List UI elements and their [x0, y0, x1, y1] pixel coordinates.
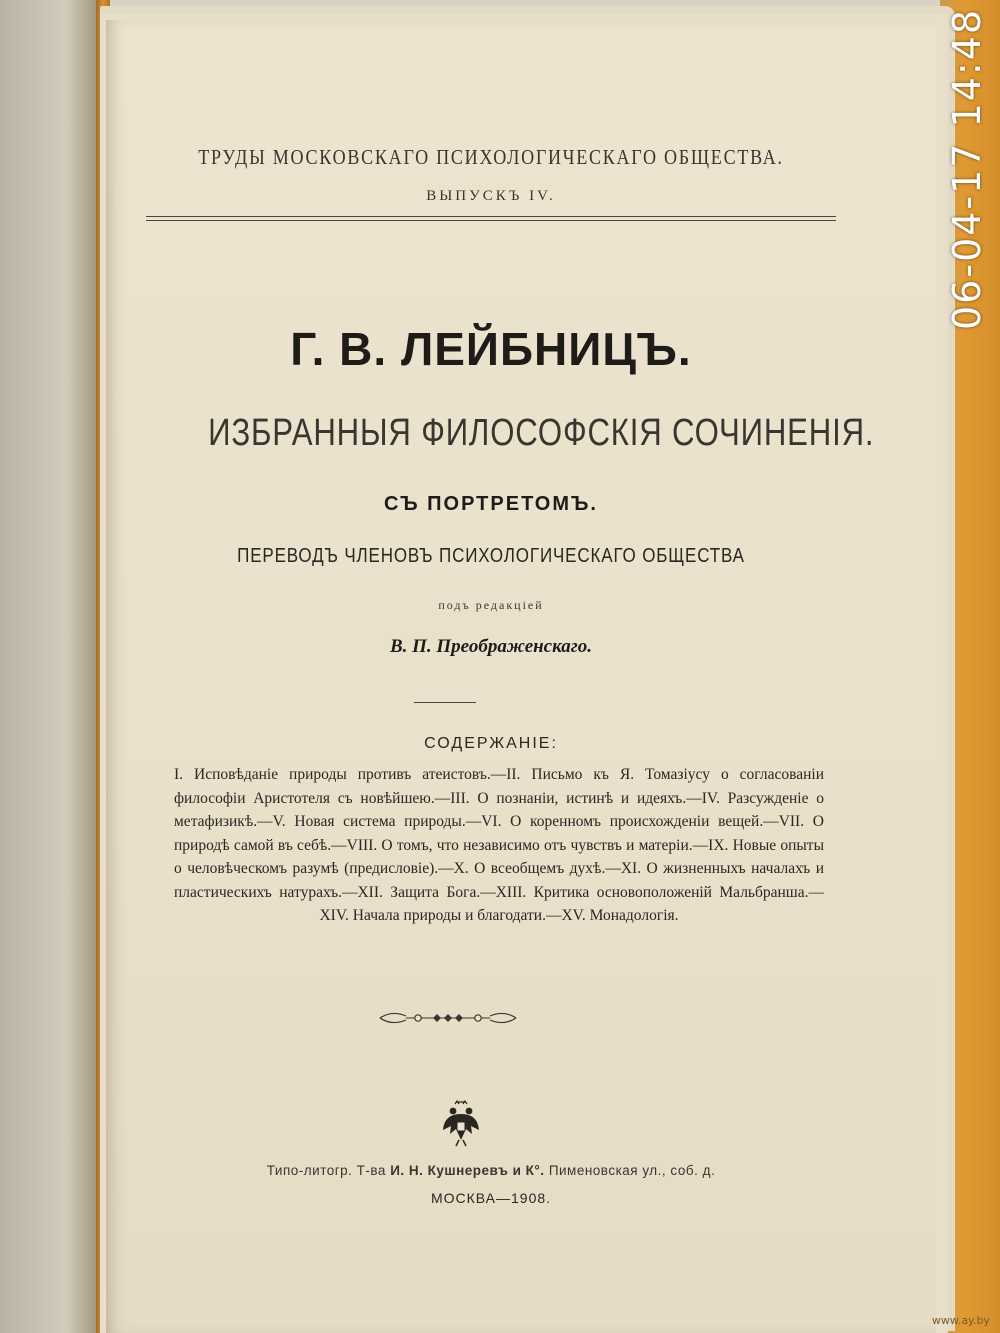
- left-page-edge: [0, 0, 110, 1333]
- issue-number: ВЫПУСКЪ IV.: [426, 188, 556, 204]
- printer-prefix: Типо-литогр. Т-ва: [266, 1163, 391, 1178]
- author-name: Г. В. ЛЕЙБНИЦЪ.: [290, 323, 692, 375]
- series-title: ТРУДЫ МОСКОВСКАГО ПСИХОЛОГИЧЕСКАГО ОБЩЕСТВА.: [198, 145, 784, 169]
- printer-imprint: [146, 1163, 836, 1178]
- editor-name: В. П. Преображенскаго.: [389, 636, 593, 657]
- title-page: [106, 20, 936, 1333]
- portrait-note: СЪ ПОРТРЕТОМЪ.: [384, 493, 598, 515]
- edited-by-label: подъ редакціей: [438, 598, 544, 612]
- site-watermark: www.ay.by: [931, 1314, 990, 1327]
- contents-heading: СОДЕРЖАНІЕ:: [424, 735, 558, 752]
- floral-ornament-divider-icon: [378, 1007, 518, 1029]
- work-title: ИЗБРАННЫЯ ФИЛОСОФСКІЯ СОЧИНЕНІЯ.: [208, 412, 875, 454]
- double-headed-eagle-emblem-icon: [441, 1100, 481, 1148]
- printer-name: И. Н. Кушнеревъ и К°.: [390, 1163, 545, 1178]
- header-double-rule: [146, 216, 836, 221]
- contents-list: I. Исповѣданіе природы противъ атеистовъ.—II. Письмо къ Я. Томазіусу о согласованіи философіи Аристотеля съ новѣйшею.—III. О познаніи, истинѣ и идеяхъ.—IV. Разсужденіе о метафизикѣ.—V. Новая система природы.—VI. О коренномъ происхожденіи вещей.—VII. О природѣ самой въ себѣ.—VIII. О томъ, что независимо отъ чувствъ и матеріи.—IX. Новые опыты о человѣческомъ разумѣ (предисловіе).—X. О всеобщемъ духѣ.—XI. О жизненныхъ началахъ и пластическихъ натурахъ.—XII. Защита Бога.—XIII. Критика основоположеній Мальбранша.—XIV. Начала природы и благодати.—XV. Монадологія.: [174, 766, 824, 924]
- printer-address: Пименовская ул., соб. д.: [544, 1163, 716, 1178]
- translation-note: ПЕРЕВОДЪ ЧЛЕНОВЪ ПСИХОЛОГИЧЕСКАГО ОБЩЕСТВА: [237, 545, 745, 567]
- short-divider-rule: [414, 702, 476, 703]
- city-year: МОСКВА—1908.: [430, 1190, 552, 1206]
- camera-timestamp: 06-04-17 14:48: [945, 7, 989, 330]
